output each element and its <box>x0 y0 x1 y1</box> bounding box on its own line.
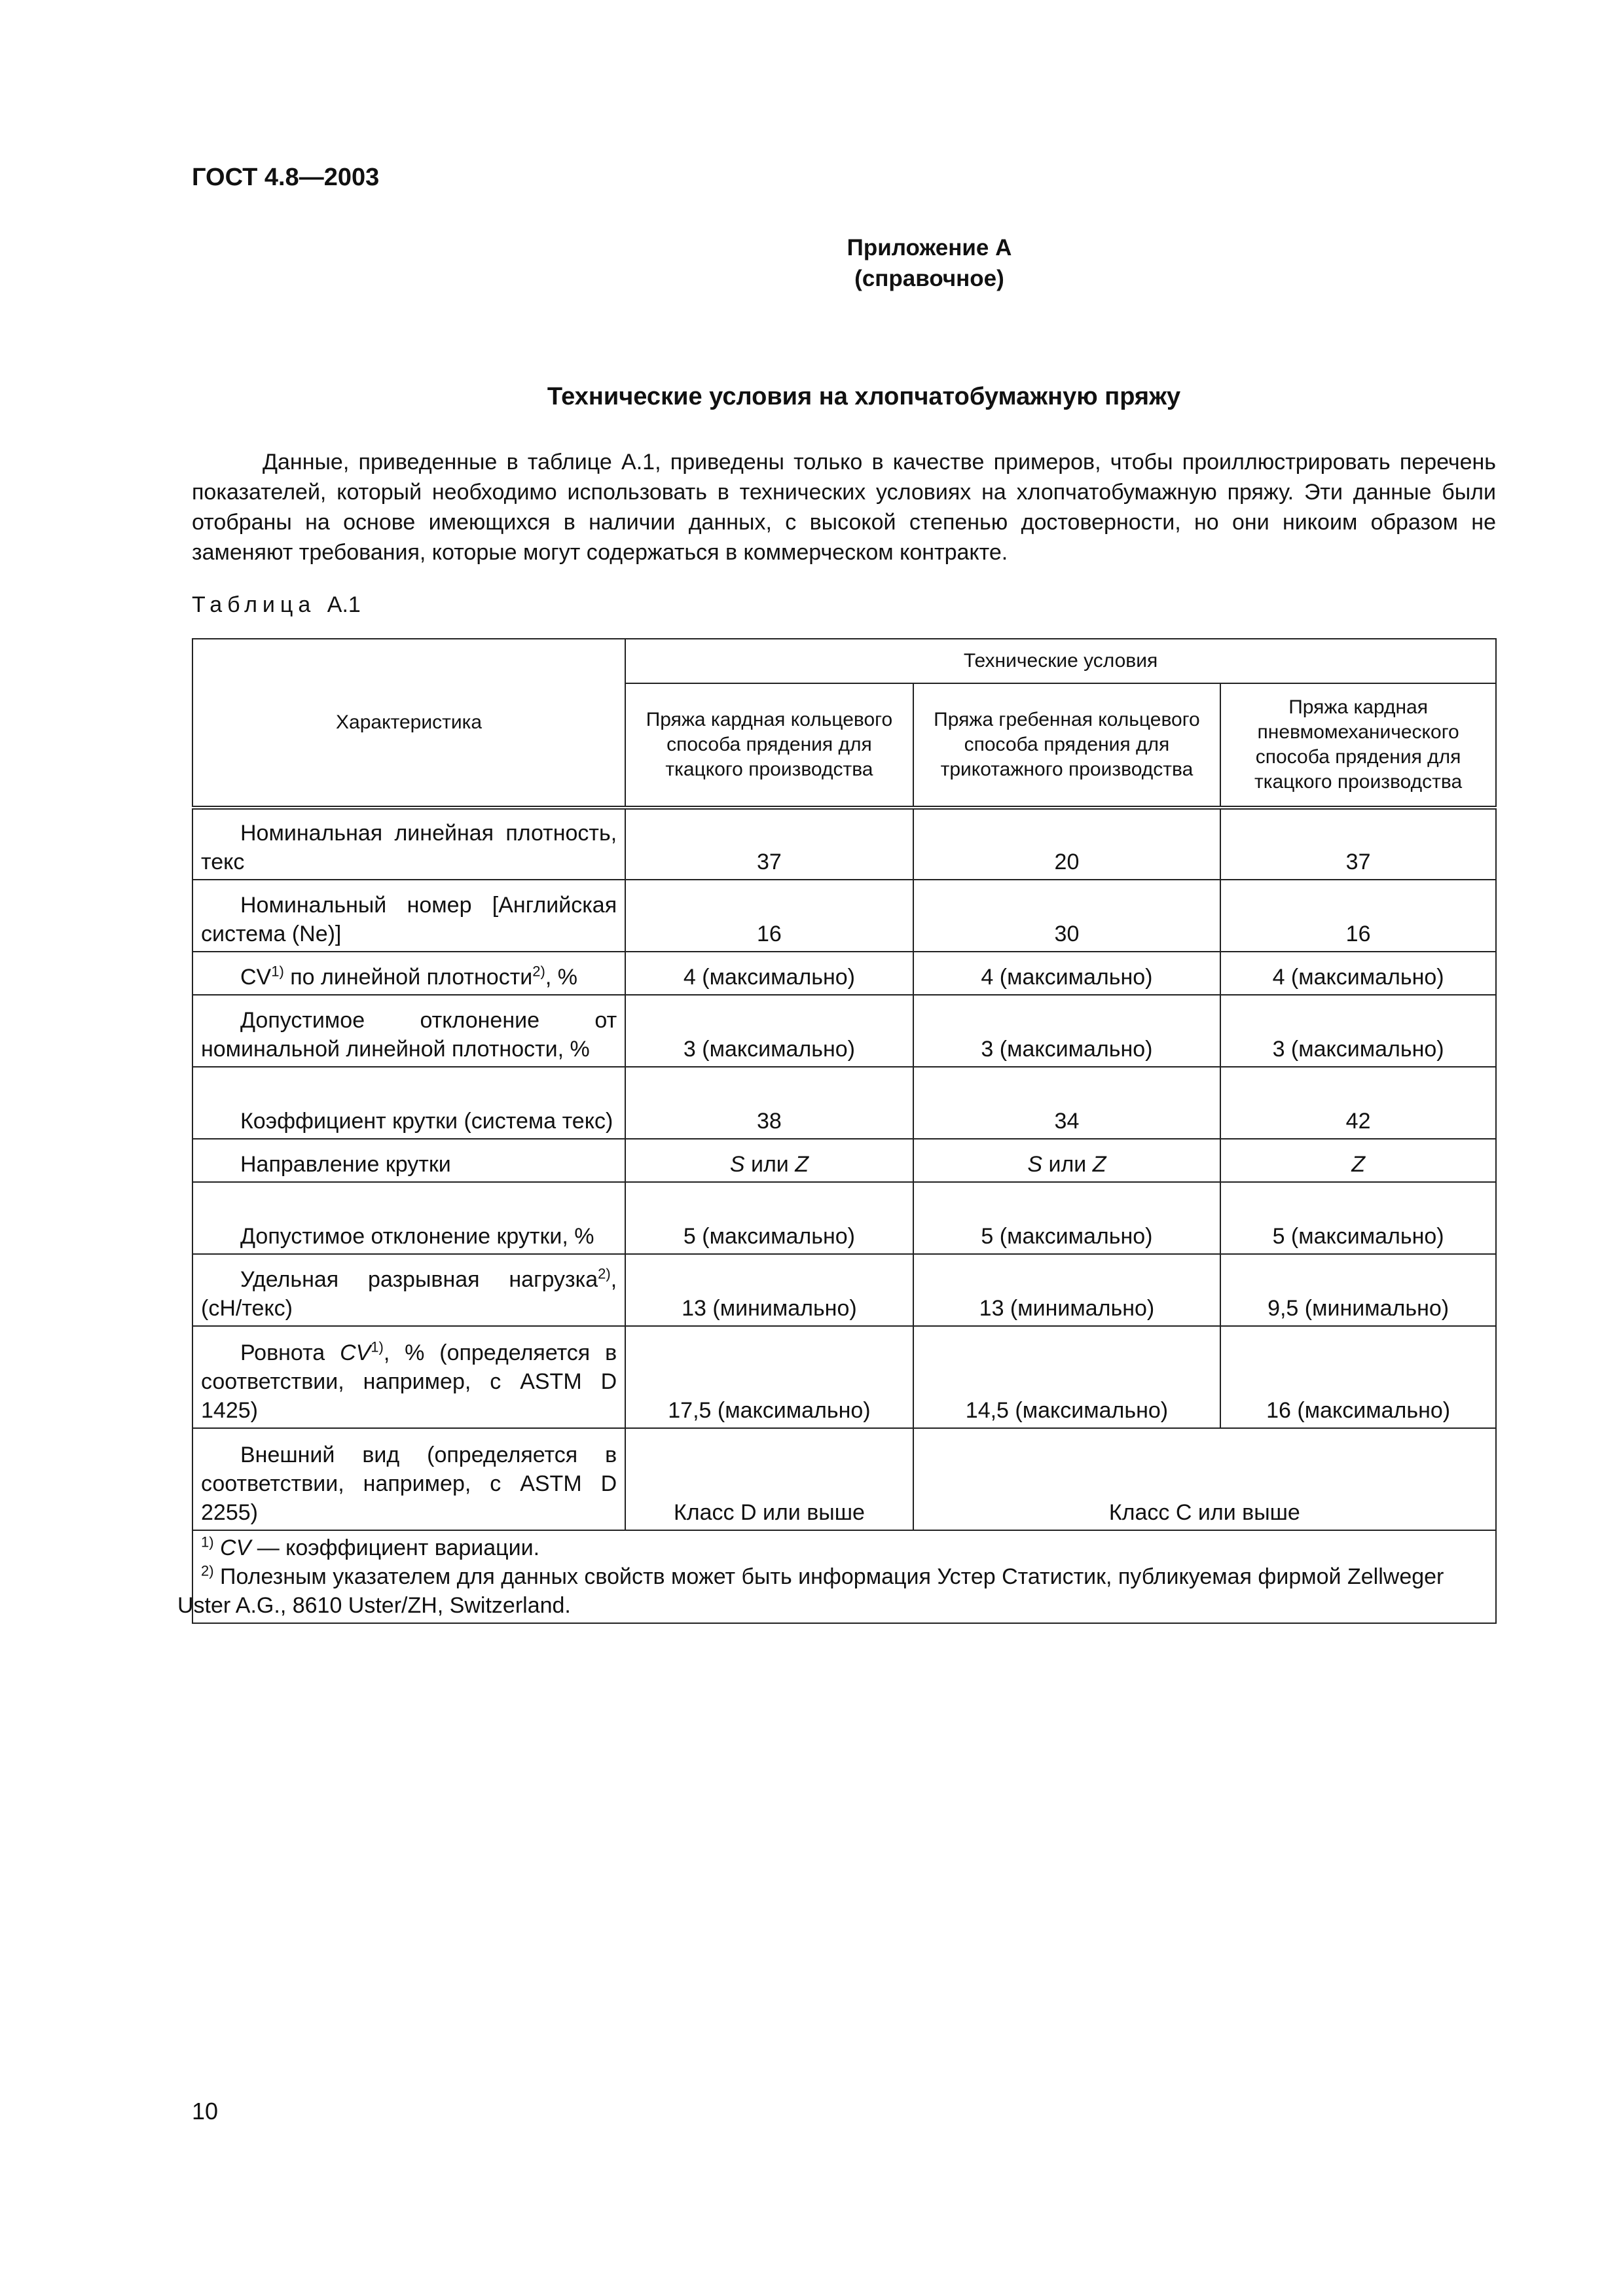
cell-value: 13 (минимально) <box>625 1254 913 1326</box>
header-col-2: Пряжа гребенная кольцевого способа прядения для трикотажного производства <box>913 683 1220 808</box>
cell-value: Класс С или выше <box>913 1428 1496 1530</box>
table-footnotes <box>177 1530 1496 1623</box>
row-label: Удельная разрывная нагрузка$^{2)}$, (сН/текс) <box>192 1254 625 1326</box>
cell-value: 16 (максимально) <box>1220 1326 1496 1428</box>
appendix-subtitle: (справочное) <box>854 266 1004 291</box>
table-row <box>192 1254 1496 1326</box>
section-title: Технические условия на хлопчатобумажную пряжу <box>547 383 1181 410</box>
row-label: Направление крутки <box>192 1139 625 1182</box>
table-caption-word: Таблица <box>192 592 316 617</box>
cell-value: 42 <box>1220 1067 1496 1139</box>
row-label: Внешний вид (определяется в соответствии, например, с ASTM D 2255) <box>192 1428 625 1530</box>
cell-value: 38 <box>625 1067 913 1139</box>
cell-value: Z <box>1220 1139 1496 1182</box>
cell-value: S или Z <box>625 1139 913 1182</box>
header-technical-conditions: Технические условия <box>625 639 1496 683</box>
table-row <box>192 880 1496 952</box>
cell-value: 3 (максимально) <box>625 995 913 1067</box>
header-characteristic: Характеристика <box>192 639 625 808</box>
cell-value: 37 <box>1220 808 1496 880</box>
footnote-2: $^{2)}$ Полезным указателем для данных свойств может быть информация Устер Статистик, публикуемая фирмой Zellweger Uster A.G., 8610 Uster/ZH, Switzerland. <box>177 1562 1444 1618</box>
cell-value: 9,5 (минимально) <box>1220 1254 1496 1326</box>
cell-value: S или Z <box>913 1139 1220 1182</box>
appendix-title: Приложение А <box>847 235 1012 260</box>
table-caption <box>192 592 361 618</box>
document-id: ГОСТ 4.8—2003 <box>192 164 380 191</box>
cell-value: 17,5 (максимально) <box>625 1326 913 1428</box>
row-label: Ровнота CV$^{1)}$, % (определяется в соответствии, например, с ASTM D 1425) <box>192 1326 625 1428</box>
table-row <box>192 808 1496 880</box>
cell-value: 34 <box>913 1067 1220 1139</box>
header-col-1: Пряжа кардная кольцевого способа прядения для ткацкого производства <box>625 683 913 808</box>
row-label: CV$^{1)}$ по линейной плотности$^{2)}$, % <box>192 952 625 995</box>
header-col-3: Пряжа кардная пневмомеханического способа прядения для ткацкого производства <box>1220 683 1496 808</box>
cell-value: 3 (максимально) <box>913 995 1220 1067</box>
table-row <box>192 995 1496 1067</box>
appendix-heading <box>0 232 1623 294</box>
cell-value: 5 (максимально) <box>625 1182 913 1254</box>
row-label: Номинальный номер [Английская система (Ne)] <box>192 880 625 952</box>
cell-value: 5 (максимально) <box>913 1182 1220 1254</box>
table-row <box>192 1139 1496 1182</box>
row-label: Номинальная линейная плотность, текс <box>192 808 625 880</box>
cell-value: 13 (минимально) <box>913 1254 1220 1326</box>
cell-value: 4 (максимально) <box>1220 952 1496 995</box>
row-label: Коэффициент крутки (система текс) <box>192 1067 625 1139</box>
cell-value: Класс D или выше <box>625 1428 913 1530</box>
cell-value: 14,5 (максимально) <box>913 1326 1220 1428</box>
page-number: 10 <box>192 2098 219 2125</box>
intro-text: Данные, приведенные в таблице А.1, приведены только в качестве примеров, чтобы проиллюстрировать перечень показателей, который необходимо использовать в технических условиях на хлопчатобумажную пряжу. Эти данные были отобраны на основе имеющихся в наличии данных, с высокой степенью достоверности, но они никоим образом не заменяют требования, которые могут содержаться в коммерческом контракте. <box>192 450 1496 565</box>
cell-value: 3 (максимально) <box>1220 995 1496 1067</box>
cell-value: 37 <box>625 808 913 880</box>
table-caption-number: А.1 <box>327 592 361 617</box>
cell-value: 4 (максимально) <box>625 952 913 995</box>
table-row <box>192 1182 1496 1254</box>
row-label: Допустимое отклонение крутки, % <box>192 1182 625 1254</box>
footnotes-row <box>192 1530 1496 1623</box>
cell-value: 16 <box>625 880 913 952</box>
cell-value: 16 <box>1220 880 1496 952</box>
cell-value: 5 (максимально) <box>1220 1182 1496 1254</box>
table-row <box>192 1428 1496 1530</box>
spec-table <box>177 638 1497 1624</box>
cell-value: 4 (максимально) <box>913 952 1220 995</box>
row-label: Допустимое отклонение от номинальной линейной плотности, % <box>192 995 625 1067</box>
intro-paragraph <box>192 447 1496 567</box>
cell-value: 30 <box>913 880 1220 952</box>
table-row <box>192 1326 1496 1428</box>
table-row <box>192 952 1496 995</box>
cell-value: 20 <box>913 808 1220 880</box>
table-row <box>192 1067 1496 1139</box>
footnote-1: $^{1)}$ CV — коэффициент вариации. <box>201 1534 540 1560</box>
